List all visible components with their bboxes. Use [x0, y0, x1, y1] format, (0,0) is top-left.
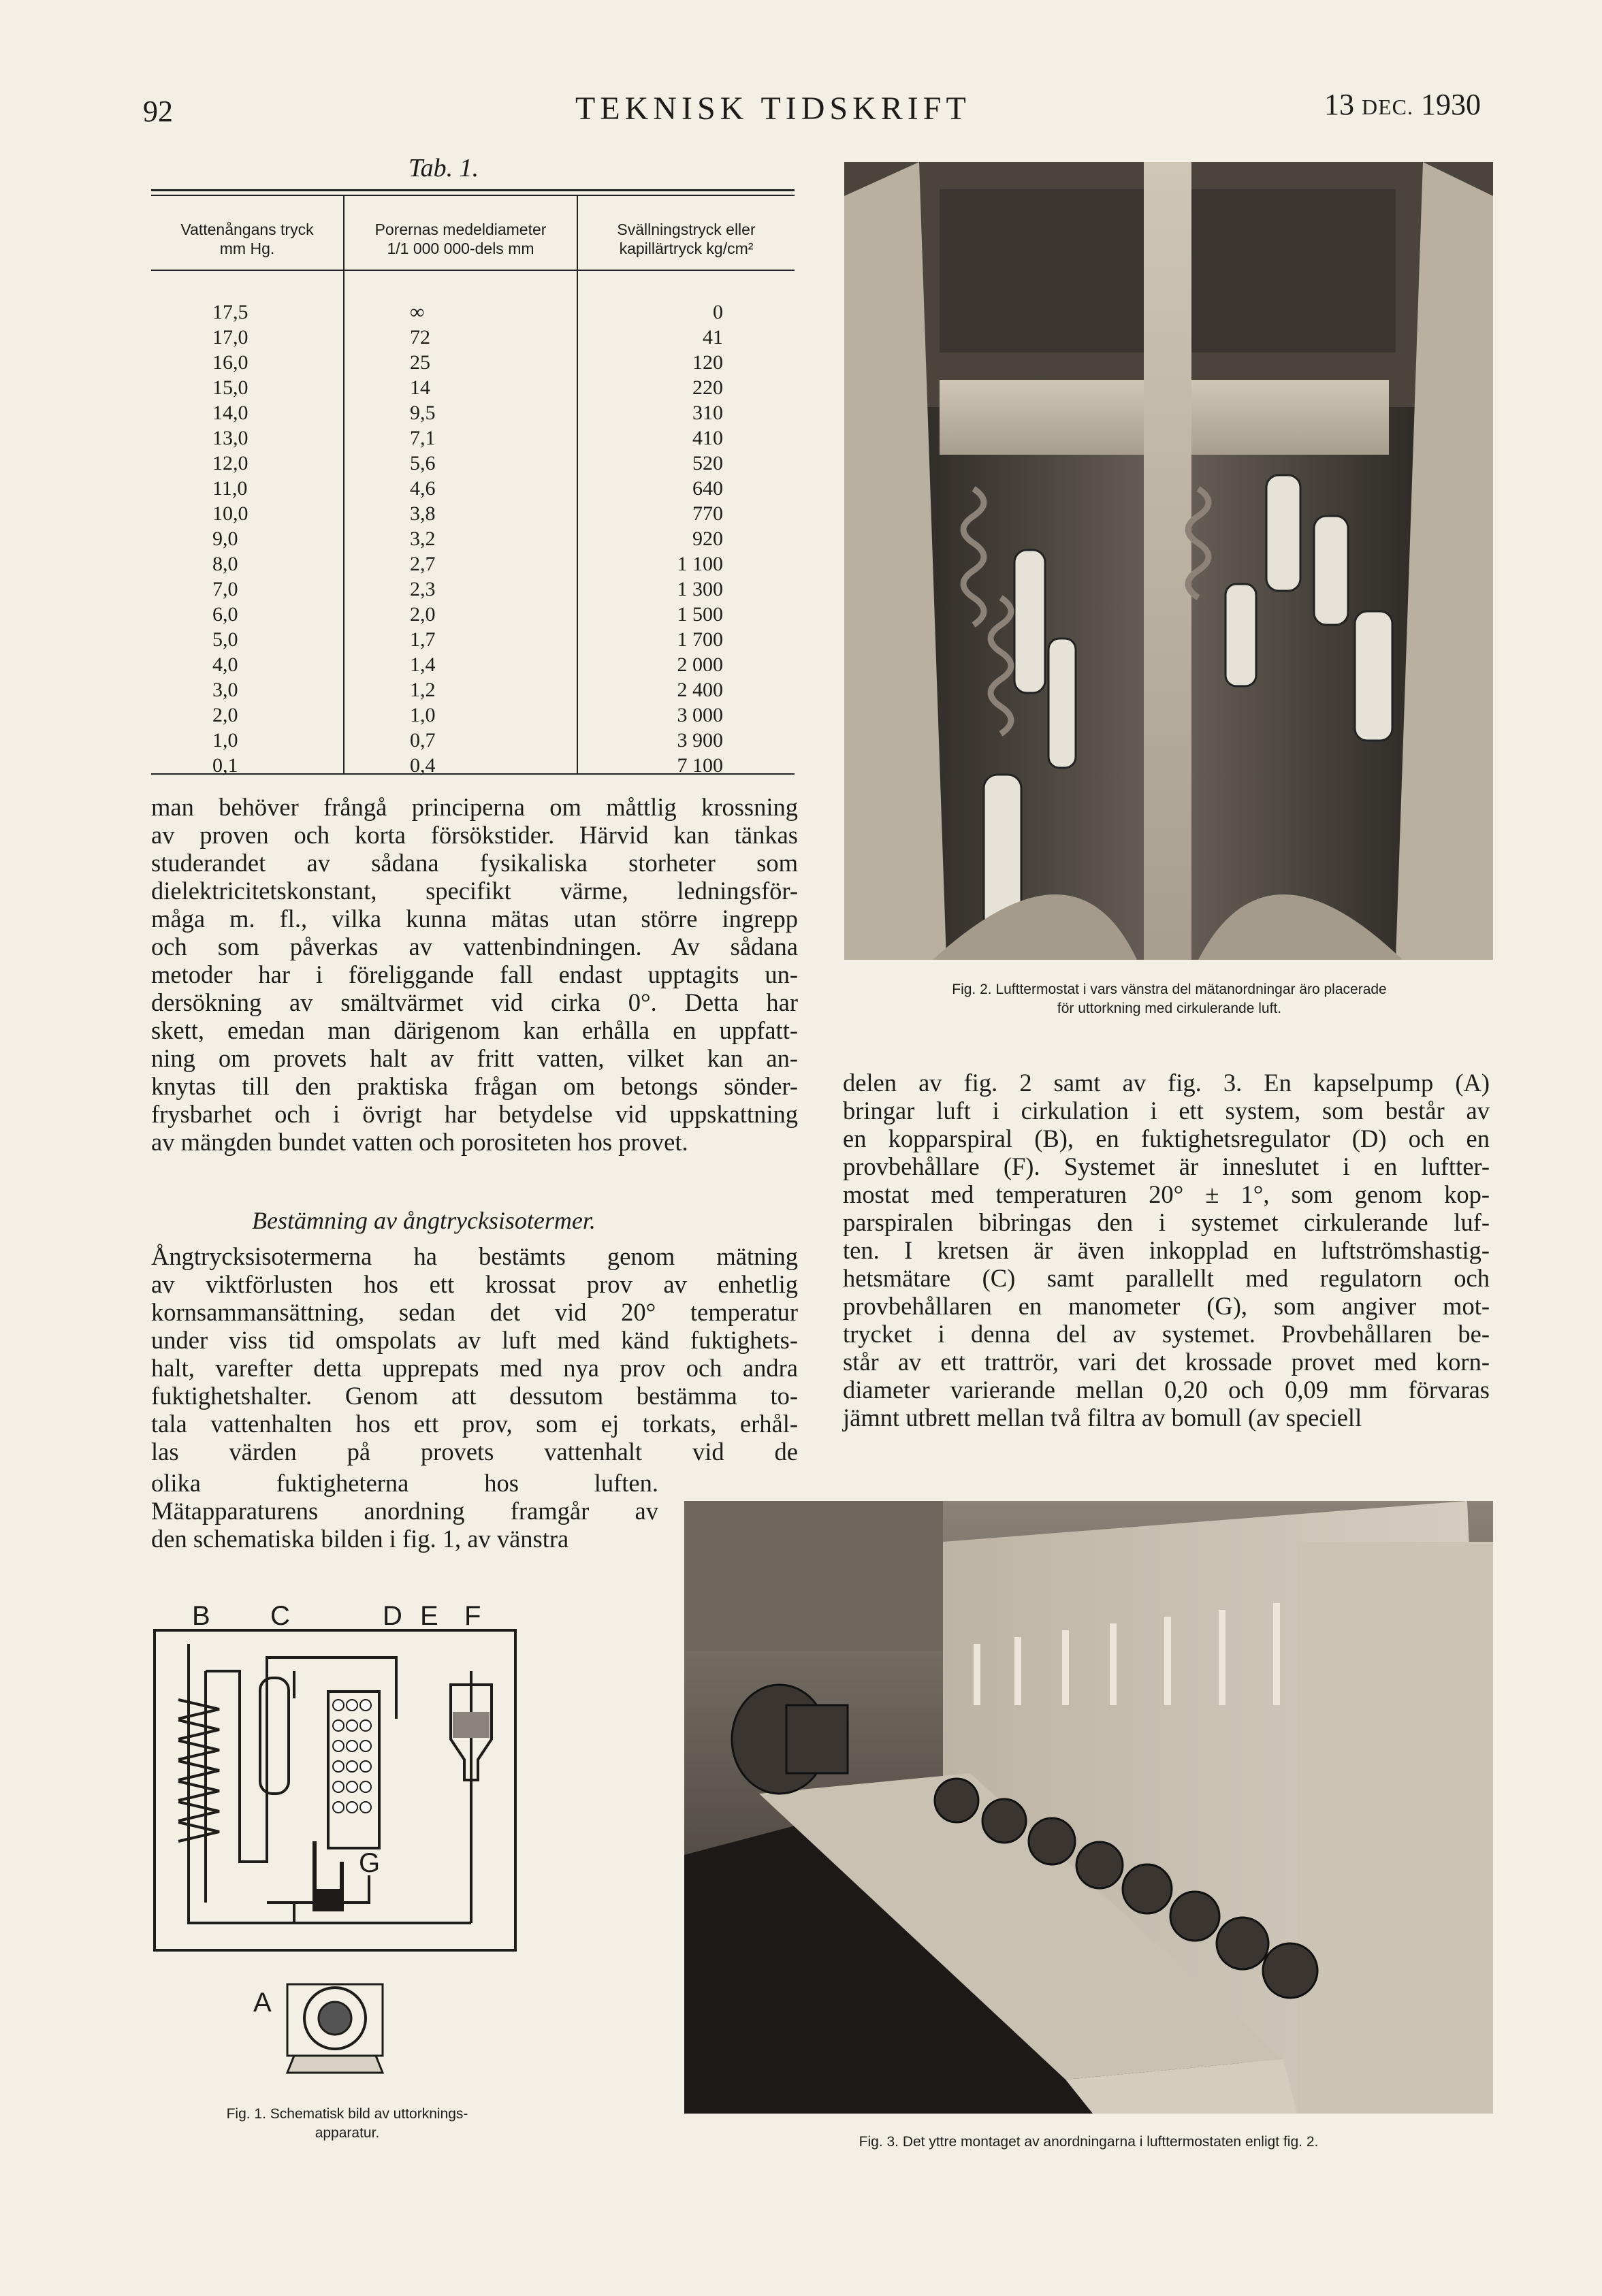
fig1-schematic: [151, 1603, 519, 2086]
right-paragraph-line: står av ett trattrör, vari det krossade provet med korn-: [843, 1348, 1490, 1376]
right-paragraph-line: delen av fig. 2 samt av fig. 3. En kapselpump (A): [843, 1069, 1490, 1097]
table-cell: 9,0: [212, 528, 238, 550]
left-paragraph-1-line: studerandet av sådana fysikaliska storheter som: [151, 849, 798, 877]
date-year: 1930: [1421, 88, 1481, 121]
table-cell: 25: [410, 351, 430, 374]
table-cell: 15,0: [212, 376, 249, 399]
right-paragraph-line: ten. I kretsen är även inkopplad en luftströmshastig-: [843, 1236, 1490, 1264]
table-cell: 14: [410, 376, 430, 399]
left-paragraph-2-line: halt, varefter detta upprepats med nya prov och andra: [151, 1354, 798, 1382]
right-paragraph-line: provbehållare (F). Systemet är inneslutet i en luftter-: [843, 1152, 1490, 1180]
right-paragraph-line: mostat med temperaturen 20° ± 1°, som genom kop-: [843, 1180, 1490, 1208]
table-cell: 310: [692, 402, 723, 424]
left-paragraph-2-line: kornsammansättning, sedan det vid 20° temperatur: [151, 1298, 798, 1326]
right-paragraph-line: hetsmätare (C) samt parallellt med regulatorn och: [843, 1264, 1490, 1292]
date-day: 13: [1324, 88, 1354, 121]
left-paragraph-3-line: olika fuktigheterna hos luften.: [151, 1469, 658, 1497]
table-top-rule: [151, 189, 795, 191]
fig1-label-d: D: [383, 1603, 402, 1631]
left-paragraph-1-line: frysbarhet och i övrigt har betydelse vid uppskattning: [151, 1100, 798, 1128]
table-cell: 0,1: [212, 754, 238, 777]
table-cell: 4,0: [212, 653, 238, 676]
left-paragraph-2-line: under viss tid omspolats av luft med känd fuktighets-: [151, 1326, 798, 1354]
table-cell: 7 100: [677, 754, 723, 777]
table-cell: 1 500: [677, 603, 723, 626]
table-column-pressure: [212, 300, 287, 778]
table-cell: 1,2: [410, 679, 436, 701]
journal-title: TEKNISK TIDSKRIFT: [575, 91, 971, 127]
table-header-1: [151, 220, 343, 258]
table-cell: 3,0: [212, 679, 238, 701]
left-paragraph-2: [151, 1242, 798, 1466]
fig2-caption-line-2: för uttorkning med cirkulerande luft.: [1057, 1001, 1282, 1016]
left-paragraph-2-line: av viktförlusten hos ett krossat prov av enhetlig: [151, 1270, 798, 1298]
table-cell: 2,0: [410, 603, 436, 626]
table-cell: 2 400: [677, 679, 723, 701]
left-paragraph-1-line: dersökning av smältvärmet vid cirka 0°. Detta har: [151, 988, 798, 1016]
header-3-line-1: Svällningstryck eller: [617, 221, 756, 238]
fig1-label-e: E: [420, 1603, 438, 1631]
header-1-line-2: mm Hg.: [219, 240, 275, 257]
table-header-rule: [151, 270, 795, 271]
left-paragraph-2-line: tala vattenhalten hos ett prov, som ej torkats, erhål-: [151, 1410, 798, 1438]
right-paragraph-line: provbehållaren en manometer (G), som angiver mot-: [843, 1292, 1490, 1320]
table-cell: 9,5: [410, 402, 436, 424]
right-paragraph-line: trycket i denna del av systemet. Provbehållaren be-: [843, 1320, 1490, 1348]
header-1-line-1: Vattenångans tryck: [180, 221, 314, 238]
fig2-caption: [834, 980, 1505, 1018]
left-paragraph-3: [151, 1469, 658, 1553]
table-cell: 1 100: [677, 553, 723, 575]
table-cell: 220: [692, 376, 723, 399]
table-col-divider-2: [577, 196, 578, 775]
left-paragraph-2-line: las värden på provets vattenhalt vid de: [151, 1438, 798, 1466]
table-cell: 72: [410, 326, 430, 349]
right-paragraph: [843, 1069, 1490, 1432]
table-cell: 10,0: [212, 502, 249, 525]
header-3-line-2: kapillärtryck kg/cm²: [619, 240, 754, 257]
table-cell: 2,3: [410, 578, 436, 600]
fig1-diagram: [151, 1603, 519, 2086]
fig1-caption-line-2: apparatur.: [315, 2125, 380, 2141]
issue-date: [1324, 87, 1481, 122]
table-cell: 8,0: [212, 553, 238, 575]
table-cell: 640: [692, 477, 723, 500]
fig2-caption-line-1: Fig. 2. Lufttermostat i vars vänstra del mätanordningar äro placerade: [952, 982, 1387, 997]
fig1-label-g: G: [359, 1848, 381, 1878]
left-paragraph-2-line: Ångtrycksisotermerna ha bestämts genom mätning: [151, 1242, 798, 1270]
fig1-label-f: F: [464, 1603, 481, 1631]
fig1-label-c: C: [270, 1603, 290, 1631]
table-cell: 3,8: [410, 502, 436, 525]
table-cell: 16,0: [212, 351, 249, 374]
table-cell: 17,0: [212, 326, 249, 349]
left-paragraph-1-line: och som påverkas av vattenbindningen. Av sådana: [151, 933, 798, 960]
table-top-rule-2: [151, 195, 795, 196]
right-paragraph-line: en kopparspiral (B), en fuktighetsregulator (D) och en: [843, 1125, 1490, 1152]
left-paragraph-1-line: metoder har i föreliggande fall endast upptagits un-: [151, 960, 798, 988]
fig3-photo: [684, 1501, 1493, 2114]
table-cell: 3 900: [677, 729, 723, 751]
left-paragraph-1-line: skett, emedan man därigenom kan erhålla en uppfatt-: [151, 1016, 798, 1044]
left-paragraph-3-line: den schematiska bilden i fig. 1, av vänstra: [151, 1525, 569, 1553]
table-cell: 12,0: [212, 452, 249, 474]
table-cell: 0,4: [410, 754, 436, 777]
table-cell: 1,4: [410, 653, 436, 676]
table-cell: 7,1: [410, 427, 436, 449]
table-cell: 13,0: [212, 427, 249, 449]
table-cell: 7,0: [212, 578, 238, 600]
fig1-caption: [140, 2105, 555, 2143]
table-cell: 3 000: [677, 704, 723, 726]
table-cell: 1,0: [410, 704, 436, 726]
left-paragraph-1-line: måga m. fl., vilka kunna mätas utan större ingrepp: [151, 905, 798, 933]
table-cell: 5,6: [410, 452, 436, 474]
table-cell: 920: [692, 528, 723, 550]
header-2-line-1: Porernas medeldiameter: [374, 221, 547, 238]
fig1-caption-line-1: Fig. 1. Schematisk bild av uttorknings-: [226, 2106, 468, 2122]
table-cell: 770: [692, 502, 723, 525]
table-cell: 2,0: [212, 704, 238, 726]
table-column-swelling: [628, 300, 723, 778]
data-table: [151, 189, 795, 775]
table-cell: 1 300: [677, 578, 723, 600]
header-2-line-2: 1/1 000 000-dels mm: [387, 240, 534, 257]
fig3-apparatus-image: [684, 1501, 1493, 2114]
table-title: Tab. 1.: [408, 154, 479, 182]
table-cell: 4,6: [410, 477, 436, 500]
table-cell: 2 000: [677, 653, 723, 676]
fig1-label-b: B: [192, 1603, 210, 1631]
left-paragraph-1-line: man behöver frångå principerna om måttlig krossning: [151, 793, 798, 821]
table-cell: 520: [692, 452, 723, 474]
table-cell: 2,7: [410, 553, 436, 575]
table-cell: 11,0: [212, 477, 248, 500]
table-cell: ∞: [410, 301, 425, 323]
table-cell: 41: [703, 326, 723, 349]
left-paragraph-1-line: av mängden bundet vatten och porositeten hos provet.: [151, 1128, 688, 1156]
fig2-thermostat-image: [844, 162, 1493, 960]
right-paragraph-line: bringar luft i cirkulation i ett system, som består av: [843, 1097, 1490, 1125]
table-header-2: [345, 220, 577, 258]
table-column-diameter: [410, 300, 485, 778]
fig3-caption: Fig. 3. Det yttre montaget av anordningarna i lufttermostaten enligt fig. 2.: [859, 2134, 1319, 2150]
table-cell: 3,2: [410, 528, 436, 550]
right-paragraph-line: parspiralen bibringas den i systemet cirkulerande luf-: [843, 1208, 1490, 1236]
left-paragraph-1-line: av proven och korta försökstider. Härvid kan tänkas: [151, 821, 798, 849]
table-cell: 1,7: [410, 628, 436, 651]
left-paragraph-1: [151, 793, 798, 1156]
left-paragraph-1-line: knytas till den praktiska frågan om betongs sönder-: [151, 1072, 798, 1100]
section-heading: Bestämning av ångtrycksisotermer.: [252, 1207, 596, 1234]
table-cell: 5,0: [212, 628, 238, 651]
right-paragraph-line: jämnt utbrett mellan två filtra av bomull (av speciell: [843, 1404, 1362, 1432]
table-col-divider-1: [343, 196, 345, 775]
table-cell: 6,0: [212, 603, 238, 626]
fig1-label-a: A: [253, 1988, 272, 2018]
table-cell: 1,0: [212, 729, 238, 751]
table-cell: 0,7: [410, 729, 436, 751]
left-paragraph-1-line: dielektricitetskonstant, specifikt värme, ledningsför-: [151, 877, 798, 905]
table-cell: 14,0: [212, 402, 249, 424]
table-cell: 0: [713, 301, 723, 323]
left-paragraph-2-line: fuktighetshalter. Genom att dessutom bestämma to-: [151, 1382, 798, 1410]
table-cell: 410: [692, 427, 723, 449]
table-cell: 17,5: [212, 301, 249, 323]
date-month: DEC.: [1362, 95, 1413, 119]
left-paragraph-1-line: ning om provets halt av fritt vatten, vilket kan an-: [151, 1044, 798, 1072]
table-header-3: [578, 220, 795, 258]
left-paragraph-3-line: Mätapparaturens anordning framgår av: [151, 1497, 658, 1525]
table-cell: 120: [692, 351, 723, 374]
page-number: 92: [143, 95, 173, 128]
table-cell: 1 700: [677, 628, 723, 651]
right-paragraph-line: diameter varierande mellan 0,20 och 0,09 mm förvaras: [843, 1376, 1490, 1404]
fig2-photo: [844, 162, 1493, 960]
